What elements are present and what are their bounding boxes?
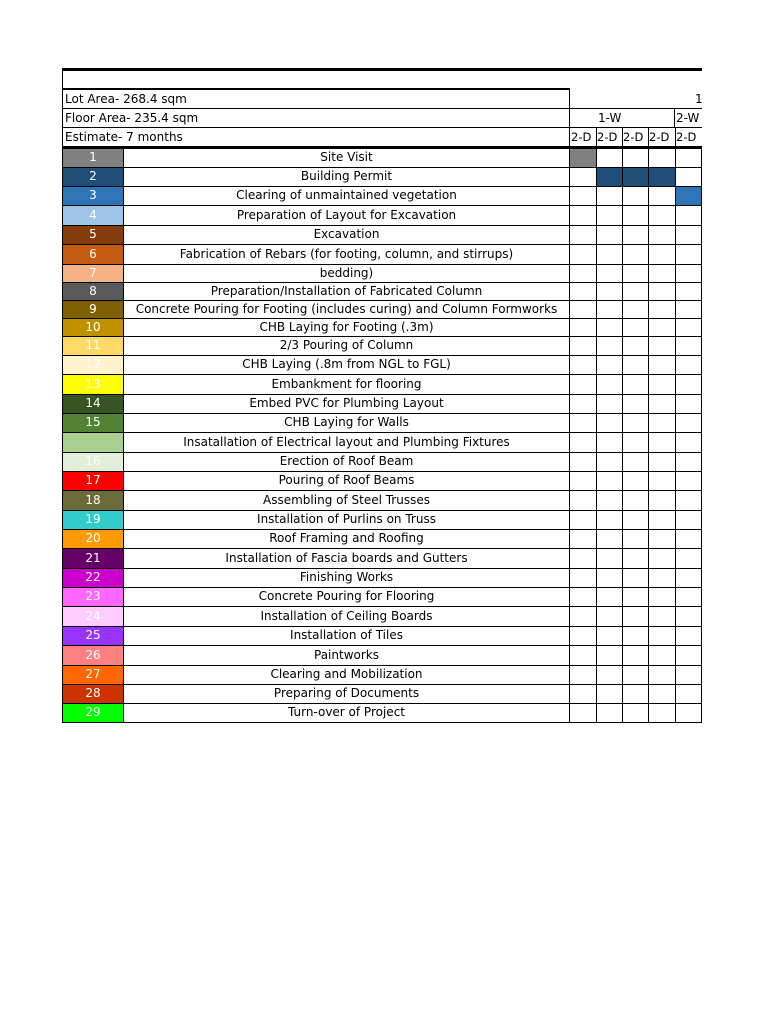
task-number: 10 xyxy=(85,320,101,334)
gantt-cell xyxy=(622,432,648,452)
task-number: 17 xyxy=(85,473,101,487)
task-number: 13 xyxy=(85,377,101,391)
gantt-cell xyxy=(596,225,622,244)
gantt-cell xyxy=(648,244,675,264)
row-line xyxy=(62,374,702,375)
task-label: Assembling of Steel Trusses xyxy=(263,493,430,507)
gantt-cell xyxy=(570,318,596,336)
gantt-cell xyxy=(622,606,648,626)
column-line xyxy=(675,148,676,722)
task-label: Preparation of Layout for Excavation xyxy=(236,208,457,222)
task-number: 27 xyxy=(85,667,101,681)
gantt-cell xyxy=(596,471,622,490)
gantt-cell xyxy=(675,606,702,626)
header-line xyxy=(62,108,570,109)
gantt-cell xyxy=(675,490,702,510)
gantt-cell xyxy=(596,394,622,413)
gantt-cell xyxy=(596,148,622,167)
gantt-cell xyxy=(622,452,648,471)
gantt-cell xyxy=(570,167,596,186)
gantt-cell xyxy=(622,490,648,510)
task-label: Finishing Works xyxy=(299,570,394,584)
gantt-cell xyxy=(570,684,596,703)
task-label: Concrete Pouring for Flooring xyxy=(258,589,435,603)
gantt-cell xyxy=(648,452,675,471)
gantt-cell xyxy=(622,244,648,264)
gantt-cell xyxy=(648,264,675,282)
gantt-cell xyxy=(648,148,675,167)
column-line xyxy=(123,148,124,722)
row-line xyxy=(62,626,702,627)
gantt-cell xyxy=(648,318,675,336)
column-line xyxy=(622,148,623,722)
gantt-cell xyxy=(570,300,596,318)
task-label: CHB Laying for Walls xyxy=(284,415,409,429)
gantt-cell xyxy=(570,413,596,432)
gantt-cell xyxy=(570,225,596,244)
gantt-cell xyxy=(675,167,702,186)
floor-area-label: Floor Area- 235.4 sqm xyxy=(65,111,199,125)
gantt-cell xyxy=(622,205,648,225)
gantt-cell xyxy=(570,264,596,282)
task-number xyxy=(63,432,123,452)
task-number: 24 xyxy=(85,609,101,623)
gantt-cell xyxy=(622,510,648,529)
gantt-cell xyxy=(596,626,622,645)
gantt-cell xyxy=(570,703,596,722)
gantt-cell xyxy=(648,490,675,510)
row-line xyxy=(62,665,702,666)
gantt-bar-cell xyxy=(570,148,596,167)
task-number: 4 xyxy=(89,208,97,222)
gantt-cell xyxy=(622,587,648,606)
header-divider xyxy=(569,88,570,148)
task-number: 5 xyxy=(89,227,97,241)
task-label: Clearing and Mobilization xyxy=(270,667,423,681)
column-line xyxy=(569,148,570,722)
gantt-cell xyxy=(648,432,675,452)
task-label: Fabrication of Rebars (for footing, column, and stirrups) xyxy=(179,247,514,261)
gantt-cell xyxy=(596,452,622,471)
row-line xyxy=(62,452,702,453)
gantt-cell xyxy=(622,626,648,645)
gantt-cell xyxy=(596,186,622,205)
row-line xyxy=(62,413,702,414)
gantt-cell xyxy=(675,374,702,394)
column-line xyxy=(701,148,702,722)
task-number: 14 xyxy=(85,396,101,410)
gantt-cell xyxy=(596,568,622,587)
gantt-cell xyxy=(675,300,702,318)
top-border xyxy=(62,68,702,71)
row-line xyxy=(62,167,702,168)
gantt-cell xyxy=(675,413,702,432)
row-line xyxy=(62,568,702,569)
gantt-cell xyxy=(648,684,675,703)
gantt-cell xyxy=(596,665,622,684)
day-label: 2-D xyxy=(597,130,618,144)
gantt-cell xyxy=(675,244,702,264)
gantt-cell xyxy=(570,510,596,529)
gantt-cell xyxy=(596,336,622,355)
row-line xyxy=(62,244,702,245)
gantt-cell xyxy=(570,587,596,606)
gantt-cell xyxy=(648,606,675,626)
task-number: 22 xyxy=(85,570,101,584)
header-line xyxy=(570,108,702,109)
task-number: 11 xyxy=(85,338,101,352)
task-label: Embankment for flooring xyxy=(271,377,422,391)
task-number: 6 xyxy=(89,247,97,261)
gantt-cell xyxy=(622,529,648,548)
gantt-cell xyxy=(622,548,648,568)
day-divider xyxy=(596,127,597,147)
gantt-cell xyxy=(622,225,648,244)
gantt-cell xyxy=(622,318,648,336)
day-divider xyxy=(622,127,623,147)
task-label: Excavation xyxy=(313,227,380,241)
row-line xyxy=(62,606,702,607)
task-label: Pouring of Roof Beams xyxy=(278,473,415,487)
row-line xyxy=(62,186,702,187)
header-line xyxy=(62,88,570,90)
gantt-cell xyxy=(675,452,702,471)
gantt-cell xyxy=(570,336,596,355)
row-line xyxy=(62,432,702,433)
gantt-cell xyxy=(570,665,596,684)
week-2-label: 2-W xyxy=(676,111,700,125)
row-line xyxy=(62,490,702,491)
row-line xyxy=(62,205,702,206)
gantt-cell xyxy=(648,471,675,490)
gantt-cell xyxy=(596,510,622,529)
gantt-cell xyxy=(648,186,675,205)
column-line xyxy=(596,148,597,722)
gantt-cell xyxy=(648,205,675,225)
gantt-cell xyxy=(622,413,648,432)
row-line xyxy=(62,336,702,337)
gantt-cell xyxy=(596,300,622,318)
row-line xyxy=(62,282,702,283)
gantt-cell xyxy=(596,606,622,626)
gantt-cell xyxy=(570,355,596,374)
task-label: Installation of Purlins on Truss xyxy=(257,512,436,526)
gantt-cell xyxy=(622,684,648,703)
header-divider xyxy=(674,108,675,128)
gantt-cell xyxy=(648,645,675,665)
gantt-cell xyxy=(622,282,648,300)
gantt-cell xyxy=(675,394,702,413)
gantt-cell xyxy=(648,548,675,568)
month-label: 1 xyxy=(695,92,703,106)
week-1-label: 1-W xyxy=(598,111,622,125)
task-label: Site Visit xyxy=(320,150,373,164)
gantt-cell xyxy=(648,703,675,722)
task-number: 21 xyxy=(85,551,101,565)
column-line xyxy=(648,148,649,722)
gantt-cell xyxy=(622,645,648,665)
gantt-cell xyxy=(622,703,648,722)
task-label: 2/3 Pouring of Column xyxy=(279,338,414,352)
gantt-cell xyxy=(596,413,622,432)
gantt-cell xyxy=(675,264,702,282)
task-number: 12 xyxy=(85,357,101,371)
task-label: Installation of Tiles xyxy=(290,628,403,642)
gantt-cell xyxy=(622,568,648,587)
bottom-border xyxy=(62,722,702,723)
task-number: 19 xyxy=(85,512,101,526)
task-number: 3 xyxy=(89,188,97,202)
task-label: Embed PVC for Plumbing Layout xyxy=(249,396,444,410)
gantt-cell xyxy=(648,355,675,374)
task-number: 25 xyxy=(85,628,101,642)
row-line xyxy=(62,684,702,685)
row-line xyxy=(62,264,702,265)
gantt-cell xyxy=(596,205,622,225)
gantt-cell xyxy=(570,626,596,645)
gantt-cell xyxy=(648,626,675,645)
gantt-cell xyxy=(570,645,596,665)
day-divider xyxy=(648,127,649,147)
task-number: 26 xyxy=(85,648,101,662)
gantt-cell xyxy=(596,374,622,394)
gantt-cell xyxy=(570,205,596,225)
gantt-cell xyxy=(675,684,702,703)
gantt-cell xyxy=(570,548,596,568)
gantt-cell xyxy=(675,355,702,374)
row-line xyxy=(62,471,702,472)
task-label: Building Permit xyxy=(300,169,393,183)
task-number: 1 xyxy=(89,150,97,164)
row-line xyxy=(62,548,702,549)
task-number: 29 xyxy=(85,705,101,719)
gantt-bar-cell xyxy=(648,167,675,186)
row-line xyxy=(62,510,702,511)
gantt-cell xyxy=(570,568,596,587)
task-number: 23 xyxy=(85,589,101,603)
gantt-cell xyxy=(648,665,675,684)
row-line xyxy=(62,148,702,149)
gantt-cell xyxy=(622,665,648,684)
gantt-cell xyxy=(675,665,702,684)
gantt-cell xyxy=(675,471,702,490)
gantt-cell xyxy=(675,510,702,529)
row-line xyxy=(62,529,702,530)
task-number: 20 xyxy=(85,531,101,545)
gantt-cell xyxy=(596,529,622,548)
estimate-label: Estimate- 7 months xyxy=(65,130,183,144)
gantt-cell xyxy=(675,529,702,548)
day-label: 2-D xyxy=(623,130,644,144)
task-label: Installation of Ceiling Boards xyxy=(260,609,433,623)
gantt-cell xyxy=(622,186,648,205)
gantt-cell xyxy=(570,452,596,471)
task-number: 8 xyxy=(89,284,97,298)
row-line xyxy=(62,318,702,319)
day-label: 2-D xyxy=(676,130,697,144)
gantt-cell xyxy=(596,587,622,606)
gantt-cell xyxy=(570,471,596,490)
task-label: CHB Laying (.8m from NGL to FGL) xyxy=(242,357,451,371)
gantt-cell xyxy=(622,264,648,282)
gantt-cell xyxy=(675,318,702,336)
gantt-cell xyxy=(622,300,648,318)
task-label: CHB Laying for Footing (.3m) xyxy=(259,320,434,334)
gantt-cell xyxy=(570,606,596,626)
gantt-cell xyxy=(622,355,648,374)
gantt-bar-cell xyxy=(675,186,702,205)
day-label: 2-D xyxy=(649,130,670,144)
task-number: 2 xyxy=(89,169,97,183)
task-number: 9 xyxy=(89,302,97,316)
gantt-cell xyxy=(596,318,622,336)
gantt-cell xyxy=(675,703,702,722)
gantt-cell xyxy=(675,282,702,300)
row-line xyxy=(62,394,702,395)
gantt-cell xyxy=(596,703,622,722)
gantt-cell xyxy=(570,282,596,300)
day-divider xyxy=(675,127,676,147)
row-line xyxy=(62,300,702,301)
gantt-cell xyxy=(622,148,648,167)
task-number: 16 xyxy=(85,454,101,468)
gantt-cell xyxy=(648,510,675,529)
gantt-cell xyxy=(675,205,702,225)
gantt-cell xyxy=(570,529,596,548)
gantt-cell xyxy=(570,244,596,264)
gantt-cell xyxy=(648,568,675,587)
gantt-cell xyxy=(675,587,702,606)
lot-area-label: Lot Area- 268.4 sqm xyxy=(65,92,187,106)
gantt-cell xyxy=(622,336,648,355)
gantt-cell xyxy=(648,587,675,606)
gantt-cell xyxy=(675,432,702,452)
gantt-cell xyxy=(675,148,702,167)
header-line xyxy=(62,127,702,128)
row-line xyxy=(62,355,702,356)
gantt-cell xyxy=(622,374,648,394)
task-number: 18 xyxy=(85,493,101,507)
gantt-cell xyxy=(570,374,596,394)
task-label: bedding) xyxy=(319,266,374,280)
task-label: Erection of Roof Beam xyxy=(279,454,414,468)
gantt-cell xyxy=(570,490,596,510)
gantt-cell xyxy=(648,374,675,394)
gantt-cell xyxy=(675,336,702,355)
task-label: Insatallation of Electrical layout and Plumbing Fixtures xyxy=(183,435,510,449)
row-line xyxy=(62,703,702,704)
task-label: Turn-over of Project xyxy=(287,705,405,719)
gantt-cell xyxy=(596,645,622,665)
gantt-cell xyxy=(648,413,675,432)
task-label: Installation of Fascia boards and Gutters xyxy=(225,551,468,565)
gantt-cell xyxy=(622,394,648,413)
gantt-cell xyxy=(570,394,596,413)
row-line xyxy=(62,225,702,226)
gantt-cell xyxy=(596,264,622,282)
gantt-cell xyxy=(675,548,702,568)
gantt-bar-cell xyxy=(622,167,648,186)
gantt-cell xyxy=(648,225,675,244)
day-label: 2-D xyxy=(571,130,592,144)
gantt-cell xyxy=(596,355,622,374)
gantt-cell xyxy=(570,186,596,205)
task-number: 15 xyxy=(85,415,101,429)
gantt-cell xyxy=(596,684,622,703)
task-label: Preparation/Installation of Fabricated Column xyxy=(210,284,483,298)
gantt-cell xyxy=(675,568,702,587)
row-line xyxy=(62,645,702,646)
gantt-cell xyxy=(675,645,702,665)
gantt-cell xyxy=(648,282,675,300)
gantt-bar-cell xyxy=(596,167,622,186)
task-number: 28 xyxy=(85,686,101,700)
task-number: 7 xyxy=(89,266,97,280)
gantt-cell xyxy=(596,548,622,568)
gantt-cell xyxy=(675,626,702,645)
task-label: Clearing of unmaintained vegetation xyxy=(236,188,457,202)
task-label: Paintworks xyxy=(314,648,379,662)
task-label: Preparing of Documents xyxy=(273,686,420,700)
gantt-cell xyxy=(648,336,675,355)
row-line xyxy=(62,587,702,588)
gantt-cell xyxy=(596,490,622,510)
gantt-cell xyxy=(570,432,596,452)
gantt-cell xyxy=(648,394,675,413)
gantt-cell xyxy=(648,529,675,548)
gantt-cell xyxy=(596,244,622,264)
task-label: Concrete Pouring for Footing (includes curing) and Column Formworks xyxy=(135,302,558,316)
gantt-cell xyxy=(675,225,702,244)
task-label: Roof Framing and Roofing xyxy=(269,531,424,545)
gantt-cell xyxy=(648,300,675,318)
gantt-cell xyxy=(596,432,622,452)
gantt-cell xyxy=(596,282,622,300)
gantt-cell xyxy=(622,471,648,490)
